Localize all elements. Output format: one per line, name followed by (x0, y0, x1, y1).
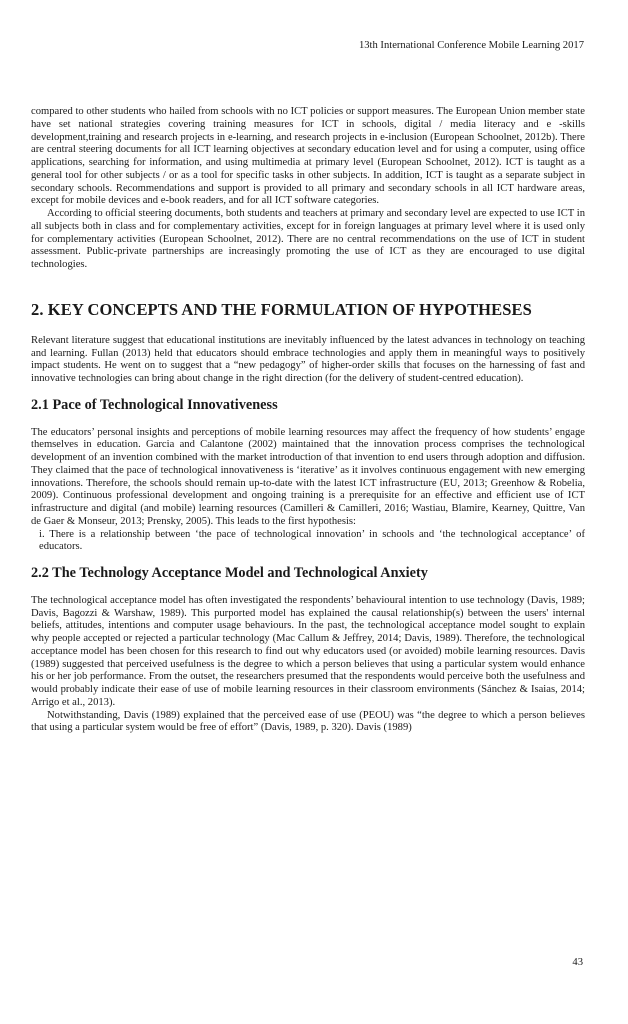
page-body (31, 106, 585, 735)
body-paragraph: Relevant literature suggest that educational institutions are inevitably influenced by the latest advances in technology on teaching and learning. Fullan (2013) held that educators should embrace technologies and apply them in meaningful ways to positively impact students. He went on to suggest that a “new pedagogy” of higher-order skills that focuses on the harnessing of fast and innovative technologies can bring about change in the right direction (for the delivery of student-centred education). (31, 334, 585, 385)
section-heading: 2. KEY CONCEPTS AND THE FORMULATION OF HYPOTHESES (31, 299, 532, 319)
body-paragraph: The educators’ personal insights and perceptions of mobile learning resources may affect the frequency of how students’ engage themselves in education. Garcia and Calantone (2002) maintained that the innovation process comprises the technological development of an invention combined with the market introduction of that invention to end users through adoption and diffusion. They claimed that the pace of technological innovativeness is ‘iterative’ as it involves continuous engagement with new emerging innovations. Therefore, the schools should remain up-to-date with the latest ICT infrastructure (EU, 2013; Greenhow & Robelia, 2009). Continuous professional development and ongoing training is a prerequisite for an effective and efficient use of ICT infrastructure and digital (and mobile) learning resources (Camilleri & Camilleri, 2016; Wastiau, Blamire, Kearney, Quittre, Van de Gaer & Monseur, 2013; Prensky, 2005). This leads to the first hypothesis: (31, 426, 585, 527)
hypothesis: i. There is a relationship between ‘the pace of technological innovation’ in schools and ‘the technological acceptance’ of educators. (39, 528, 585, 553)
page-number: 43 (572, 957, 583, 968)
subsection-heading: 2.1 Pace of Technological Innovativeness (31, 396, 278, 413)
body-paragraph: compared to other students who hailed from schools with no ICT policies or support measures. The European Union member state have set national strategies covering training measures for ICT in schools, digital / media literacy and e -skills development,training and research projects in e-learning, and research projects in e-inclusion (European Schoolnet, 2012b). There are central steering documents for all ICT learning objectives at secondary education level and for using a computer, using office applications, searching for information, and using multimedia at primary level (European Schoolnet, 2012). ICT is taught as a general tool for other subjects / or as a tool for specific tasks in other subjects. In addition, ICT is taught as a separate subject in secondary schools. Recommendations and support is provided to all primary and secondary schools in all ICT hardware areas, except for mobile devices and e-book readers, and for all ICT software categories. (31, 106, 585, 207)
body-paragraph: Notwithstanding, Davis (1989) explained that the perceived ease of use (PEOU) was “the degree to which a person believes that using a particular system would be free of effort” (Davis, 1989, p. 320). Davis (1989) (31, 709, 585, 734)
running-header: 13th International Conference Mobile Learning 2017 (358, 40, 584, 51)
subsection-heading: 2.2 The Technology Acceptance Model and Technological Anxiety (31, 565, 428, 582)
body-paragraph: According to official steering documents, both students and teachers at primary and secondary level are expected to use ICT in all subjects both in class and for complementary activities, except for in foreign languages at primary level where it is used only for complementary activities (European Schoolnet, 2012). There are no central recommendations on the use of ICT in student assessment. Public-private partnerships are increasingly promoting the use of ICT as they are encouraged to use digital technologies. (31, 208, 585, 270)
body-paragraph: The technological acceptance model has often investigated the respondents’ behavioural intention to use technology (Davis, 1989; Davis, Bagozzi & Warshaw, 1989). This purported model has explained the causal relationship(s) between the users' internal beliefs, attitudes, intentions and computer usage behaviours. In the past, the technological acceptance model sought to explain why people accepted or rejected a particular technology (Mac Callum & Jeffrey, 2014; Davis, 1989). Therefore, the technological acceptance model has been chosen for this research to find out why educators used (or avoided) mobile learning resources. Davis (1989) suggested that perceived usefulness is the degree to which a person believes that using a particular system would enhance his or her job performance. From the outset, the researchers presumed that the respondents would perceive both the usefulness and would probably indicate their ease of use of mobile learning resources in their classroom environments (Sánchez & Isaias, 2014; Arrigo et al., 2013). (31, 594, 585, 708)
